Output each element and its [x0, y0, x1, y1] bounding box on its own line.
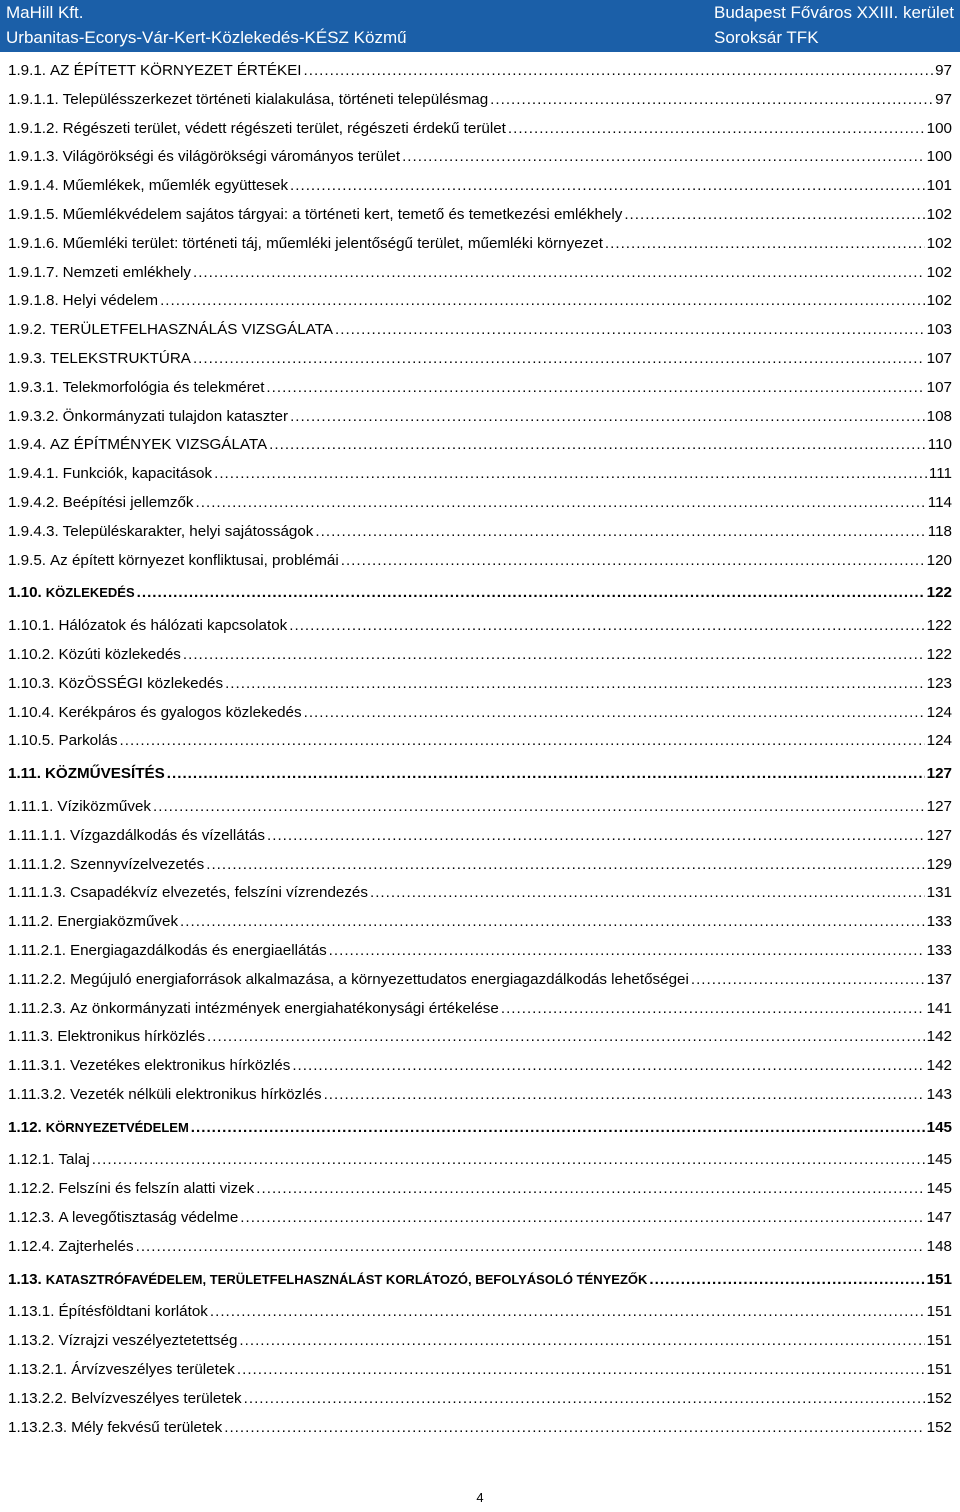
toc-entry[interactable]	[8, 115, 952, 144]
toc-entry-title: Vezeték nélküli elektronikus hírközlés	[69, 1085, 322, 1103]
toc-entry-page: 102	[926, 292, 952, 310]
toc-entry-number: 1.11.1.1.	[8, 826, 66, 844]
toc-entry-page: 114	[927, 493, 952, 511]
toc-dot-leader	[193, 345, 925, 374]
toc-entry-number: 1.9.1.8.	[8, 292, 59, 310]
toc-entry-number: 1.13.2.1.	[8, 1361, 68, 1379]
toc-entry-number: 1.9.3.	[8, 349, 46, 367]
toc-entry-title: KözÖSSÉGI közlekedés	[58, 674, 224, 692]
toc-entry-title: Az épített környezet konfliktusai, problémái	[50, 551, 339, 569]
toc-entry[interactable]	[8, 995, 952, 1024]
toc-entry-title: Funkciók, kapacitások	[62, 465, 213, 483]
toc-entry-number: 1.9.3.1.	[8, 378, 59, 396]
toc-dot-leader	[370, 879, 925, 908]
toc-entry[interactable]	[8, 316, 952, 345]
toc-entry[interactable]	[8, 345, 952, 374]
toc-entry[interactable]	[8, 230, 952, 259]
toc-entry[interactable]	[8, 760, 952, 789]
toc-entry-title: KÖZLEKEDÉS	[45, 585, 135, 601]
toc-dot-leader	[92, 1146, 925, 1175]
toc-entry-number: 1.9.2.	[8, 321, 46, 339]
toc-entry-page: 151	[926, 1303, 952, 1321]
toc-entry[interactable]	[8, 1233, 952, 1262]
toc-entry-title: Szennyvízelvezetés	[69, 855, 205, 873]
toc-dot-leader	[508, 115, 925, 144]
toc-entry-page: 122	[926, 645, 952, 663]
toc-entry-page: 151	[926, 1270, 952, 1288]
toc-entry-page: 147	[926, 1209, 952, 1227]
toc-dot-leader	[237, 1356, 925, 1385]
toc-entry-title: Víziközművek	[57, 797, 152, 815]
toc-entry-number: 1.11.2.2.	[8, 970, 66, 988]
toc-dot-leader	[207, 1023, 925, 1052]
toc-entry-number: 1.9.1.	[8, 62, 46, 79]
toc-entry-page: 124	[926, 732, 952, 750]
toc-entry-title: Hálózatok és hálózati kapcsolatok	[58, 617, 288, 635]
toc-entry[interactable]	[8, 727, 952, 756]
toc-entry-title: Megújuló energiaforrások alkalmazása, a környezettudatos energiagazdálkodás lehetőségei	[69, 970, 689, 988]
toc-entry-page: 97	[935, 90, 952, 108]
toc-entry-page: 152	[926, 1418, 952, 1436]
toc-dot-leader	[315, 518, 925, 547]
toc-entry[interactable]	[8, 403, 952, 432]
toc-entry-number: 1.10.	[8, 584, 42, 602]
toc-entry-title: Beépítési jellemzők	[62, 493, 194, 511]
toc-entry-page: 151	[926, 1332, 952, 1350]
toc-dot-leader	[289, 612, 924, 641]
toc-entry-title: AZ ÉPÍTETT KÖRNYEZET ÉRTÉKEI	[50, 62, 302, 79]
toc-entry-number: 1.11.3.1.	[8, 1057, 66, 1075]
toc-dot-leader	[341, 547, 925, 576]
toc-entry-number: 1.12.4.	[8, 1237, 55, 1255]
toc-entry[interactable]	[8, 143, 952, 172]
toc-entry-page: 141	[926, 999, 952, 1017]
toc-entry-title: TELEKSTRUKTÚRA	[50, 349, 191, 367]
toc-entry-page: 129	[926, 855, 952, 873]
toc-entry-page: 107	[926, 349, 952, 367]
toc-entry[interactable]	[8, 612, 952, 641]
district-name: Budapest Főváros XXIII. kerület	[713, 3, 954, 22]
toc-entry-page: 124	[926, 703, 952, 721]
toc-entry-page: 142	[926, 1057, 952, 1075]
toc-dot-leader	[214, 460, 927, 489]
toc-entry-page: 145	[926, 1151, 952, 1169]
toc-entry-title: Csapadékvíz elvezetés, felszíni vízrendezés	[69, 884, 368, 902]
toc-entry-title: KATASZTRÓFAVÉDELEM, TERÜLETFELHASZNÁLÁST KORLÁTOZÓ, BEFOLYÁSOLÓ TÉNYEZŐK	[45, 1271, 648, 1287]
toc-entry-page: 100	[926, 119, 952, 137]
toc-dot-leader	[136, 1233, 925, 1262]
toc-entry-title: Parkolás	[58, 732, 118, 750]
toc-entry[interactable]	[8, 851, 952, 880]
toc-entry[interactable]	[8, 1081, 952, 1110]
toc-entry[interactable]	[8, 699, 952, 728]
toc-entry-page: 142	[926, 1028, 952, 1046]
toc-entry-number: 1.12.2.	[8, 1180, 55, 1198]
toc-entry-number: 1.9.1.4.	[8, 177, 59, 195]
toc-entry-number: 1.9.3.2.	[8, 407, 59, 425]
toc-entry-page: 100	[926, 148, 952, 166]
toc-entry[interactable]	[8, 966, 952, 995]
toc-entry[interactable]	[8, 547, 952, 576]
toc-entry[interactable]	[8, 1175, 952, 1204]
toc-entry-page: 103	[926, 321, 952, 339]
toc-entry-title: A levegőtisztaság védelme	[58, 1209, 239, 1227]
toc-dot-leader	[267, 822, 925, 851]
toc-dot-leader	[239, 1327, 924, 1356]
toc-entry-title: KÖZMŰVESÍTÉS	[44, 765, 165, 783]
toc-dot-leader	[624, 201, 924, 230]
toc-entry-title: Felszíni és felszín alatti vizek	[58, 1180, 255, 1198]
toc-entry-number: 1.10.2.	[8, 645, 55, 663]
toc-entry-title: Településszerkezet történeti kialakulása, történeti településmag	[62, 90, 489, 108]
toc-entry-page: 133	[926, 913, 952, 931]
toc-entry-page: 122	[926, 584, 952, 602]
toc-dot-leader	[240, 1204, 924, 1233]
toc-entry[interactable]	[8, 793, 952, 822]
toc-entry-title: Nemzeti emlékhely	[62, 263, 191, 281]
toc-entry[interactable]	[8, 86, 952, 115]
toc-entry-title: Vízgazdálkodás és vízellátás	[69, 826, 265, 844]
toc-entry-page: 148	[926, 1237, 952, 1255]
toc-entry[interactable]	[8, 1298, 952, 1327]
toc-entry-title: AZ ÉPÍTMÉNYEK VIZSGÁLATA	[50, 436, 268, 454]
toc-entry[interactable]	[8, 1023, 952, 1052]
toc-entry[interactable]	[8, 1114, 952, 1143]
toc-entry[interactable]	[8, 259, 952, 288]
toc-entry-title: Energiagazdálkodás és energiaellátás	[69, 941, 327, 959]
toc-entry-title: Műemlékvédelem sajátos tárgyai: a történeti kert, temető és temetkezési emlékhely	[62, 205, 623, 223]
toc-entry-title: Telekmorfológia és telekméret	[62, 378, 265, 396]
toc-dot-leader	[402, 143, 925, 172]
toc-dot-leader	[266, 374, 924, 403]
toc-entry-number: 1.9.1.7.	[8, 263, 59, 281]
toc-entry[interactable]	[8, 57, 952, 86]
toc-entry-page: 102	[926, 205, 952, 223]
toc-entry-number: 1.10.4.	[8, 703, 55, 721]
toc-dot-leader	[244, 1385, 925, 1414]
toc-entry-page: 152	[926, 1389, 952, 1407]
toc-entry-title: Belvízveszélyes területek	[71, 1389, 242, 1407]
toc-entry-page: 118	[927, 522, 952, 540]
toc-dot-leader	[691, 966, 925, 995]
toc-entry[interactable]	[8, 1204, 952, 1233]
toc-dot-leader	[290, 172, 925, 201]
toc-entry[interactable]	[8, 670, 952, 699]
toc-entry-number: 1.9.4.1.	[8, 465, 59, 483]
toc-entry-number: 1.9.4.3.	[8, 522, 59, 540]
toc-entry-page: 110	[927, 436, 952, 454]
toc-entry-number: 1.11.	[8, 765, 41, 783]
toc-entry[interactable]	[8, 1414, 952, 1443]
toc-entry-title: Vízrajzi veszélyeztetettség	[58, 1332, 238, 1350]
toc-entry-title: Mély fekvésű területek	[71, 1418, 223, 1436]
toc-entry[interactable]	[8, 908, 952, 937]
toc-dot-leader	[183, 641, 925, 670]
toc-entry[interactable]	[8, 172, 952, 201]
toc-dot-leader	[335, 316, 925, 345]
toc-dot-leader	[193, 259, 925, 288]
toc-entry-number: 1.13.2.3.	[8, 1418, 68, 1436]
toc-dot-leader	[167, 760, 925, 789]
toc-entry-title: TERÜLETFELHASZNÁLÁS VIZSGÁLATA	[50, 321, 334, 339]
toc-entry[interactable]	[8, 641, 952, 670]
toc-entry-number: 1.13.	[8, 1270, 42, 1288]
toc-entry[interactable]	[8, 937, 952, 966]
toc-entry-title: Önkormányzati tulajdon kataszter	[62, 407, 289, 425]
toc-dot-leader	[304, 57, 934, 86]
toc-dot-leader	[191, 1114, 925, 1143]
toc-entry[interactable]	[8, 287, 952, 316]
toc-entry-number: 1.9.4.	[8, 436, 46, 454]
toc-entry-page: 102	[926, 234, 952, 252]
toc-entry-number: 1.13.2.	[8, 1332, 55, 1350]
toc-entry-number: 1.9.1.6.	[8, 234, 59, 252]
toc-dot-leader	[324, 1081, 925, 1110]
toc-entry-number: 1.11.3.	[8, 1028, 54, 1046]
toc-entry-number: 1.9.1.3.	[8, 148, 59, 166]
toc-entry[interactable]	[8, 460, 952, 489]
toc-entry[interactable]	[8, 822, 952, 851]
toc-entry-title: Zajterhelés	[58, 1237, 134, 1255]
toc-entry[interactable]	[8, 579, 952, 608]
toc-entry-title: Talaj	[58, 1151, 90, 1169]
toc-entry-page: 122	[926, 617, 952, 635]
toc-entry-title: Világörökségi és világörökségi várományos terület	[62, 148, 401, 166]
toc-entry-number: 1.11.1.	[8, 797, 54, 815]
toc-entry-page: 123	[926, 674, 952, 692]
toc-entry-number: 1.11.2.	[8, 913, 54, 931]
toc-entry-title: Az önkormányzati intézmények energiahatékonysági értékelése	[69, 999, 499, 1017]
toc-entry-title: Műemlékek, műemlék együttesek	[62, 177, 289, 195]
toc-entry-number: 1.12.	[8, 1118, 42, 1136]
toc-entry[interactable]	[8, 1356, 952, 1385]
toc-dot-leader	[292, 1052, 924, 1081]
header-left	[6, 0, 407, 52]
toc-entry-number: 1.10.3.	[8, 674, 55, 692]
toc-dot-leader	[153, 793, 925, 822]
area-name: Soroksár TFK	[713, 28, 819, 47]
toc-entry-title: Kerékpáros és gyalogos közlekedés	[58, 703, 302, 721]
toc-dot-leader	[490, 86, 933, 115]
toc-dot-leader	[605, 230, 925, 259]
toc-entry-number: 1.9.5.	[8, 551, 46, 569]
toc-entry-page: 101	[926, 177, 952, 195]
toc-entry-page: 143	[926, 1085, 952, 1103]
toc-dot-leader	[206, 851, 924, 880]
toc-entry-page: 145	[926, 1118, 952, 1136]
toc-entry-page: 127	[926, 765, 952, 783]
toc-entry-number: 1.10.1.	[8, 617, 55, 635]
toc-entry-page: 102	[926, 263, 952, 281]
toc-entry-number: 1.11.3.2.	[8, 1085, 66, 1103]
page-header	[0, 0, 960, 52]
toc-dot-leader	[224, 1414, 924, 1443]
toc-dot-leader	[120, 727, 925, 756]
toc-entry-page: 151	[926, 1361, 952, 1379]
toc-dot-leader	[501, 995, 925, 1024]
toc-entry-title: Helyi védelem	[62, 292, 159, 310]
toc-entry-title: Településkarakter, helyi sajátosságok	[62, 522, 314, 540]
toc-entry[interactable]	[8, 1327, 952, 1356]
consortium-name: Urbanitas-Ecorys-Vár-Kert-Közlekedés-KÉSZ Közmű	[6, 28, 407, 47]
toc-entry[interactable]	[8, 431, 952, 460]
toc-entry-number: 1.11.2.1.	[8, 941, 66, 959]
toc-entry-page: 108	[926, 407, 952, 425]
toc-entry-number: 1.13.1.	[8, 1303, 55, 1321]
toc-entry-page: 120	[926, 551, 952, 569]
toc-entry-title: Régészeti terület, védett régészeti terület, régészeti érdekű terület	[62, 119, 506, 137]
toc-entry[interactable]	[8, 489, 952, 518]
toc-dot-leader	[256, 1175, 924, 1204]
toc-entry-number: 1.13.2.2.	[8, 1389, 68, 1407]
toc-dot-leader	[210, 1298, 925, 1327]
toc-dot-leader	[137, 579, 925, 608]
toc-dot-leader	[269, 431, 926, 460]
toc-entry-page: 127	[926, 797, 952, 815]
toc-entry-title: Árvízveszélyes területek	[71, 1361, 235, 1379]
toc-dot-leader	[180, 908, 925, 937]
toc-entry-title: Műemléki terület: történeti táj, műemléki jelentőségű terület, műemléki környezet	[62, 234, 603, 252]
toc-entry[interactable]	[8, 1385, 952, 1414]
toc-entry[interactable]	[8, 374, 952, 403]
toc-entry-number: 1.11.2.3.	[8, 999, 66, 1017]
toc-dot-leader	[290, 403, 925, 432]
toc-entry-page: 133	[926, 941, 952, 959]
toc-entry-page: 97	[935, 62, 952, 79]
toc-entry-page: 145	[926, 1180, 952, 1198]
toc-entry-title: Elektronikus hírközlés	[57, 1028, 206, 1046]
toc-entry[interactable]	[8, 1146, 952, 1175]
header-right	[714, 0, 954, 52]
table-of-contents	[8, 57, 952, 1442]
toc-entry[interactable]	[8, 518, 952, 547]
toc-dot-leader	[329, 937, 925, 966]
toc-entry-number: 1.9.1.1.	[8, 90, 59, 108]
toc-entry-page: 107	[926, 378, 952, 396]
toc-entry-number: 1.12.1.	[8, 1151, 55, 1169]
company-name: MaHill Kft.	[6, 3, 84, 22]
page-number: 4	[476, 1490, 484, 1505]
toc-entry-page: 137	[926, 970, 952, 988]
toc-entry-title: Építésföldtani korlátok	[58, 1303, 208, 1321]
toc-dot-leader	[304, 699, 925, 728]
toc-entry-number: 1.12.3.	[8, 1209, 55, 1227]
toc-entry-page: 127	[926, 826, 952, 844]
toc-dot-leader	[649, 1266, 924, 1295]
toc-entry[interactable]	[8, 201, 952, 230]
toc-entry-number: 1.9.1.2.	[8, 119, 59, 137]
toc-entry-number: 1.9.1.5.	[8, 205, 59, 223]
toc-entry-title: Közúti közlekedés	[58, 645, 181, 663]
toc-dot-leader	[196, 489, 926, 518]
toc-dot-leader	[225, 670, 925, 699]
toc-entry-page: 111	[928, 465, 952, 483]
toc-dot-leader	[160, 287, 925, 316]
toc-entry[interactable]	[8, 1052, 952, 1081]
toc-entry-title: Energiaközművek	[57, 913, 179, 931]
toc-entry-title: Vezetékes elektronikus hírközlés	[69, 1057, 291, 1075]
toc-entry-number: 1.11.1.2.	[8, 855, 66, 873]
toc-entry-number: 1.11.1.3.	[8, 884, 66, 902]
toc-entry-number: 1.10.5.	[8, 732, 55, 750]
toc-entry-page: 131	[926, 884, 952, 902]
toc-entry-number: 1.9.4.2.	[8, 493, 59, 511]
toc-entry-title: KÖRNYEZETVÉDELEM	[45, 1119, 189, 1135]
toc-entry[interactable]	[8, 879, 952, 908]
toc-entry[interactable]	[8, 1266, 952, 1295]
